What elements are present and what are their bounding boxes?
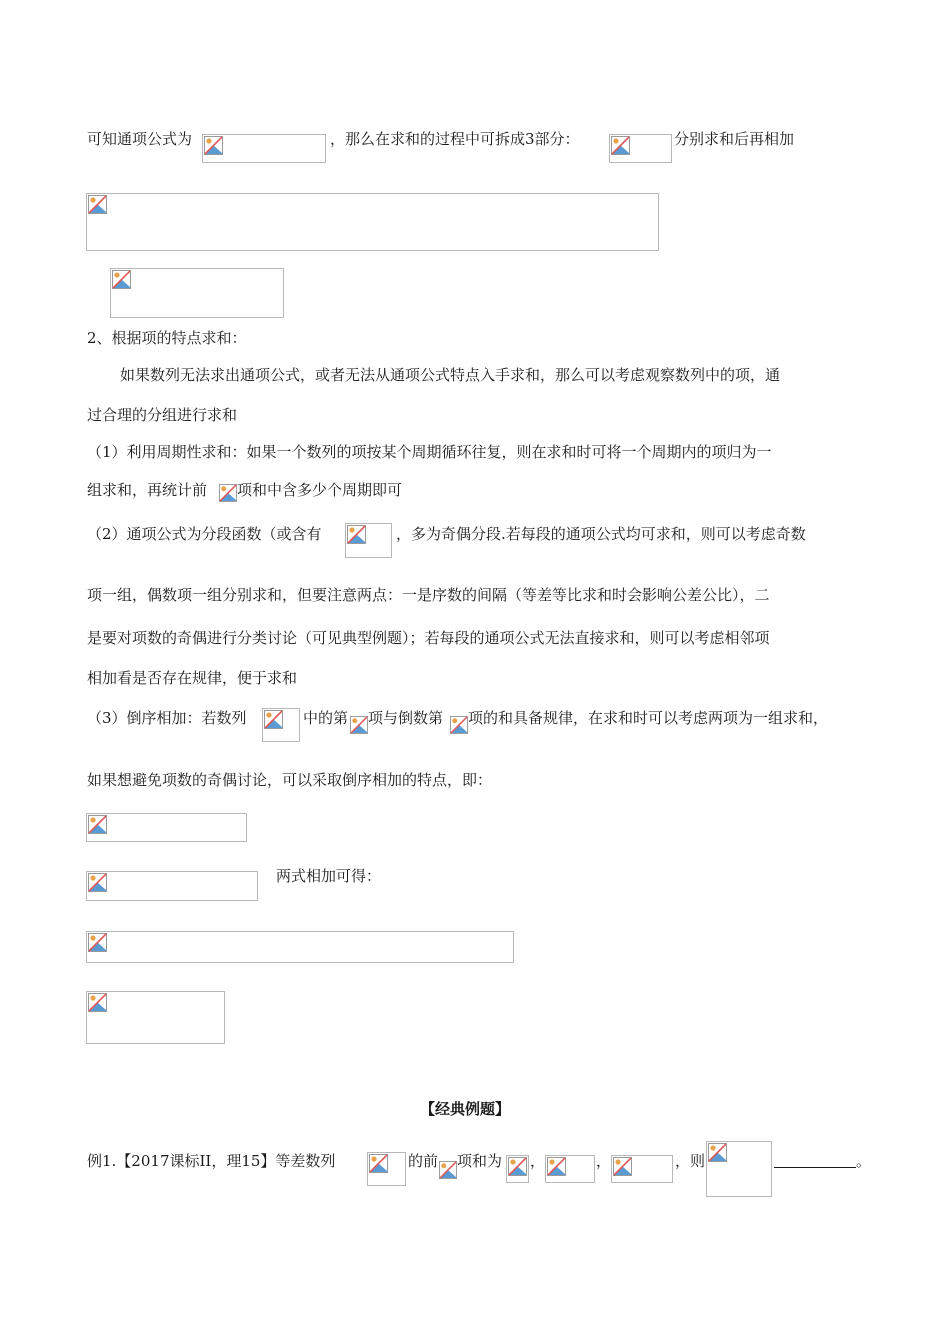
example-1b: 的前: [408, 1152, 439, 1170]
broken-image-icon: [350, 716, 368, 734]
broken-image-icon: [347, 525, 366, 544]
paragraph-4b: 如果想避免项数的奇偶讨论，可以采取倒序相加的特点，即：: [87, 771, 493, 789]
paragraph-4a1: （3）倒序相加：若数列: [87, 709, 247, 727]
formula-image: [86, 931, 514, 963]
formula-image: [506, 1155, 529, 1183]
paragraph-4a2: 中的第: [303, 709, 349, 727]
broken-image-icon: [88, 195, 107, 214]
broken-image-icon: [547, 1157, 566, 1176]
formula-image: [367, 1152, 406, 1186]
paragraph-3a2: ，多为奇偶分段.若每段的通项公式均可求和，则可以考虑奇数: [396, 525, 806, 543]
paragraph-3a1: （2）通项公式为分段函数（或含有: [87, 525, 322, 543]
formula-image: [545, 1155, 595, 1183]
paragraph-4a4: 项的和具备规律，在求和时可以考虑两项为一组求和，: [468, 709, 829, 727]
formula-image: [219, 484, 237, 502]
example-1d: ，: [530, 1152, 546, 1170]
broken-image-icon: [613, 1157, 632, 1176]
broken-image-icon: [611, 136, 630, 155]
broken-image-icon: [219, 484, 237, 502]
formula-image: [706, 1141, 772, 1197]
broken-image-icon: [369, 1154, 388, 1173]
paragraph-3d: 相加看是否存在规律，便于求和: [87, 669, 298, 687]
paragraph-5: 两式相加可得：: [276, 867, 382, 885]
formula-image: [86, 991, 225, 1044]
answer-blank[interactable]: [774, 1167, 856, 1168]
broken-image-icon: [88, 993, 107, 1012]
section-title: 【经典例题】: [420, 1100, 511, 1118]
formula-image: [86, 871, 258, 901]
example-1a: 例1.【2017课标II，理15】等差数列: [87, 1152, 336, 1170]
formula-image: [86, 193, 659, 251]
formula-image: [262, 708, 300, 742]
formula-image: [439, 1161, 457, 1179]
example-1f: ，则: [675, 1152, 706, 1170]
formula-image: [450, 716, 468, 734]
broken-image-icon: [508, 1157, 527, 1176]
example-1e: ，: [596, 1152, 612, 1170]
broken-image-icon: [88, 815, 107, 834]
broken-image-icon: [204, 136, 223, 155]
broken-image-icon: [708, 1143, 727, 1162]
text-l1b: ，那么在求和的过程中可拆成3部分：: [330, 130, 580, 148]
example-1c: 项和为: [457, 1152, 503, 1170]
text-l1a: 可知通项公式为: [87, 130, 193, 148]
paragraph-3b: 项一组，偶数项一组分别求和，但要注意两点：一是序数的间隔（等差等比求和时会影响公差公比），二: [87, 586, 770, 604]
broken-image-icon: [112, 270, 131, 289]
formula-image: [609, 134, 672, 163]
broken-image-icon: [450, 716, 468, 734]
formula-image: [611, 1155, 673, 1183]
paragraph-1a: 如果数列无法求出通项公式，或者无法从通项公式特点入手求和，那么可以考虑观察数列中的项，通: [120, 366, 781, 384]
formula-image: [86, 813, 247, 842]
broken-image-icon: [88, 873, 107, 892]
formula-image: [202, 134, 326, 163]
formula-image: [345, 523, 392, 558]
formula-image: [110, 268, 284, 318]
paragraph-3c: 是要对项数的奇偶进行分类讨论（可见典型例题）；若每段的通项公式无法直接求和，则可以考虑相邻项: [87, 629, 770, 647]
broken-image-icon: [88, 933, 107, 952]
example-1-end: 。: [856, 1152, 872, 1170]
paragraph-1b: 过合理的分组进行求和: [87, 406, 238, 424]
text-l1c: 分别求和后再相加: [674, 130, 795, 148]
broken-image-icon: [264, 710, 283, 729]
formula-image: [350, 716, 368, 734]
paragraph-2b1: 组求和，再统计前: [87, 481, 208, 499]
heading-2: 2、根据项的特点求和：: [87, 329, 247, 347]
paragraph-2a: （1）利用周期性求和：如果一个数列的项按某个周期循环往复，则在求和时可将一个周期内的项归为一: [87, 443, 772, 461]
broken-image-icon: [439, 1161, 457, 1179]
paragraph-4a3: 项与倒数第: [368, 709, 444, 727]
paragraph-2b2: 项和中含多少个周期即可: [237, 481, 403, 499]
